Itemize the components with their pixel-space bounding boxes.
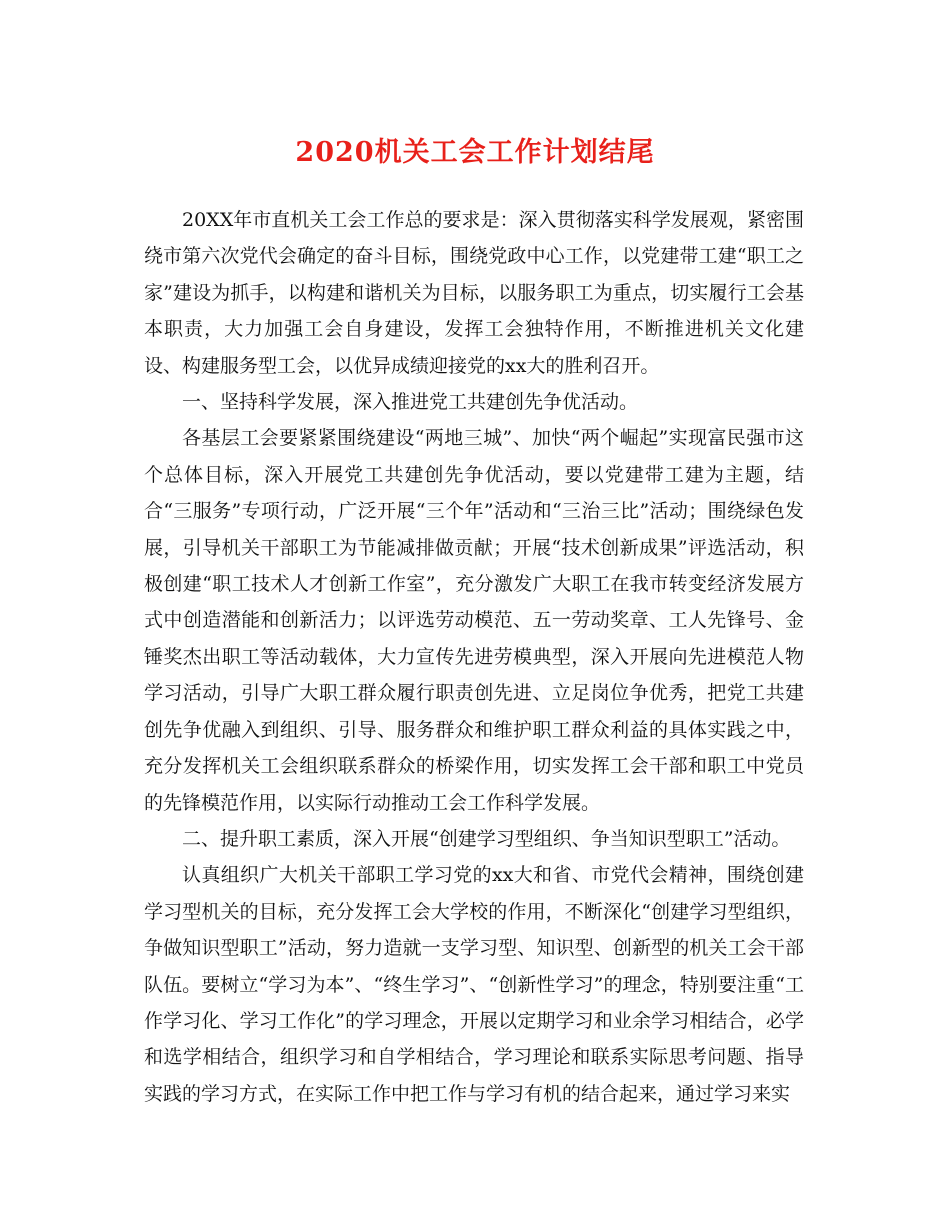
paragraph-section-2: 认真组织广大机关干部职工学习党的xx大和省、市党代会精神，围绕创建学习型机关的目标，充分发挥工会大学校的作用，不断深化“创建学习型组织，争做知识型职工”活动，努力造就一支学习型、知识型、创新型的机关工会干部队伍。要树立“学习为本”、“终生学习”、“创新性学习”的理念，特别要注重“工作学习化、学习工作化”的学习理念，开展以定期学习和业余学习相结合，必学和选学相结合，组织学习和自学相结合，学习理论和联系实际思考问题、指导实践的学习方式，在实际工作中把工作与学习有机的结合起来，通过学习来实 <box>144 864 804 1105</box>
page-title: 2020机关工会工作计划结尾 <box>295 137 655 168</box>
section-heading-2: 二、提升职工素质，深入开展“创建学习型组织、争当知识型职工”活动。 <box>182 827 791 850</box>
paragraph-section-1: 各基层工会要紧紧围绕建设“两地三城”、加快“两个崛起”实现富民强市这个总体目标，深入开展党工共建创先争优活动，要以党建带工建为主题，结合“三服务”专项行动，广泛开展“三个年”活动和“三治三比”活动；围绕绿色发展，引导机关干部职工为节能减排做贡献；开展“技术创新成果”评选活动，积极创建“职工技术人才创新工作室”，充分激发广大职工在我市转变经济发展方式中创造潜能和创新活力；以评选劳动模范、五一劳动奖章、工人先锋号、金锤奖杰出职工等活动载体，大力宣传先进劳模典型，深入开展向先进模范人物学习活动，引导广大职工群众履行职责创先进、立足岗位争优秀，把党工共建创先争优融入到组织、引导、服务群众和维护职工群众利益的具体实践之中，充分发挥机关工会组织联系群众的桥梁作用，切实发挥工会干部和职工中党员的先锋模范作用，以实际行动推动工会工作科学发展。 <box>144 427 804 814</box>
paragraph-intro: 20XX年市直机关工会工作总的要求是：深入贯彻落实科学发展观，紧密围绕市第六次党代会确定的奋斗目标，围绕党政中心工作，以党建带工建“职工之家”建设为抓手，以构建和谐机关为目标，以服务职工为重点，切实履行工会基本职责，大力加强工会自身建设，发挥工会独特作用，不断推进机关文化建设、构建服务型工会，以优异成绩迎接党的xx大的胜利召开。 <box>144 209 804 377</box>
document-body <box>144 202 804 1112</box>
section-heading-1: 一、坚持科学发展，深入推进党工共建创先争优活动。 <box>182 391 639 414</box>
